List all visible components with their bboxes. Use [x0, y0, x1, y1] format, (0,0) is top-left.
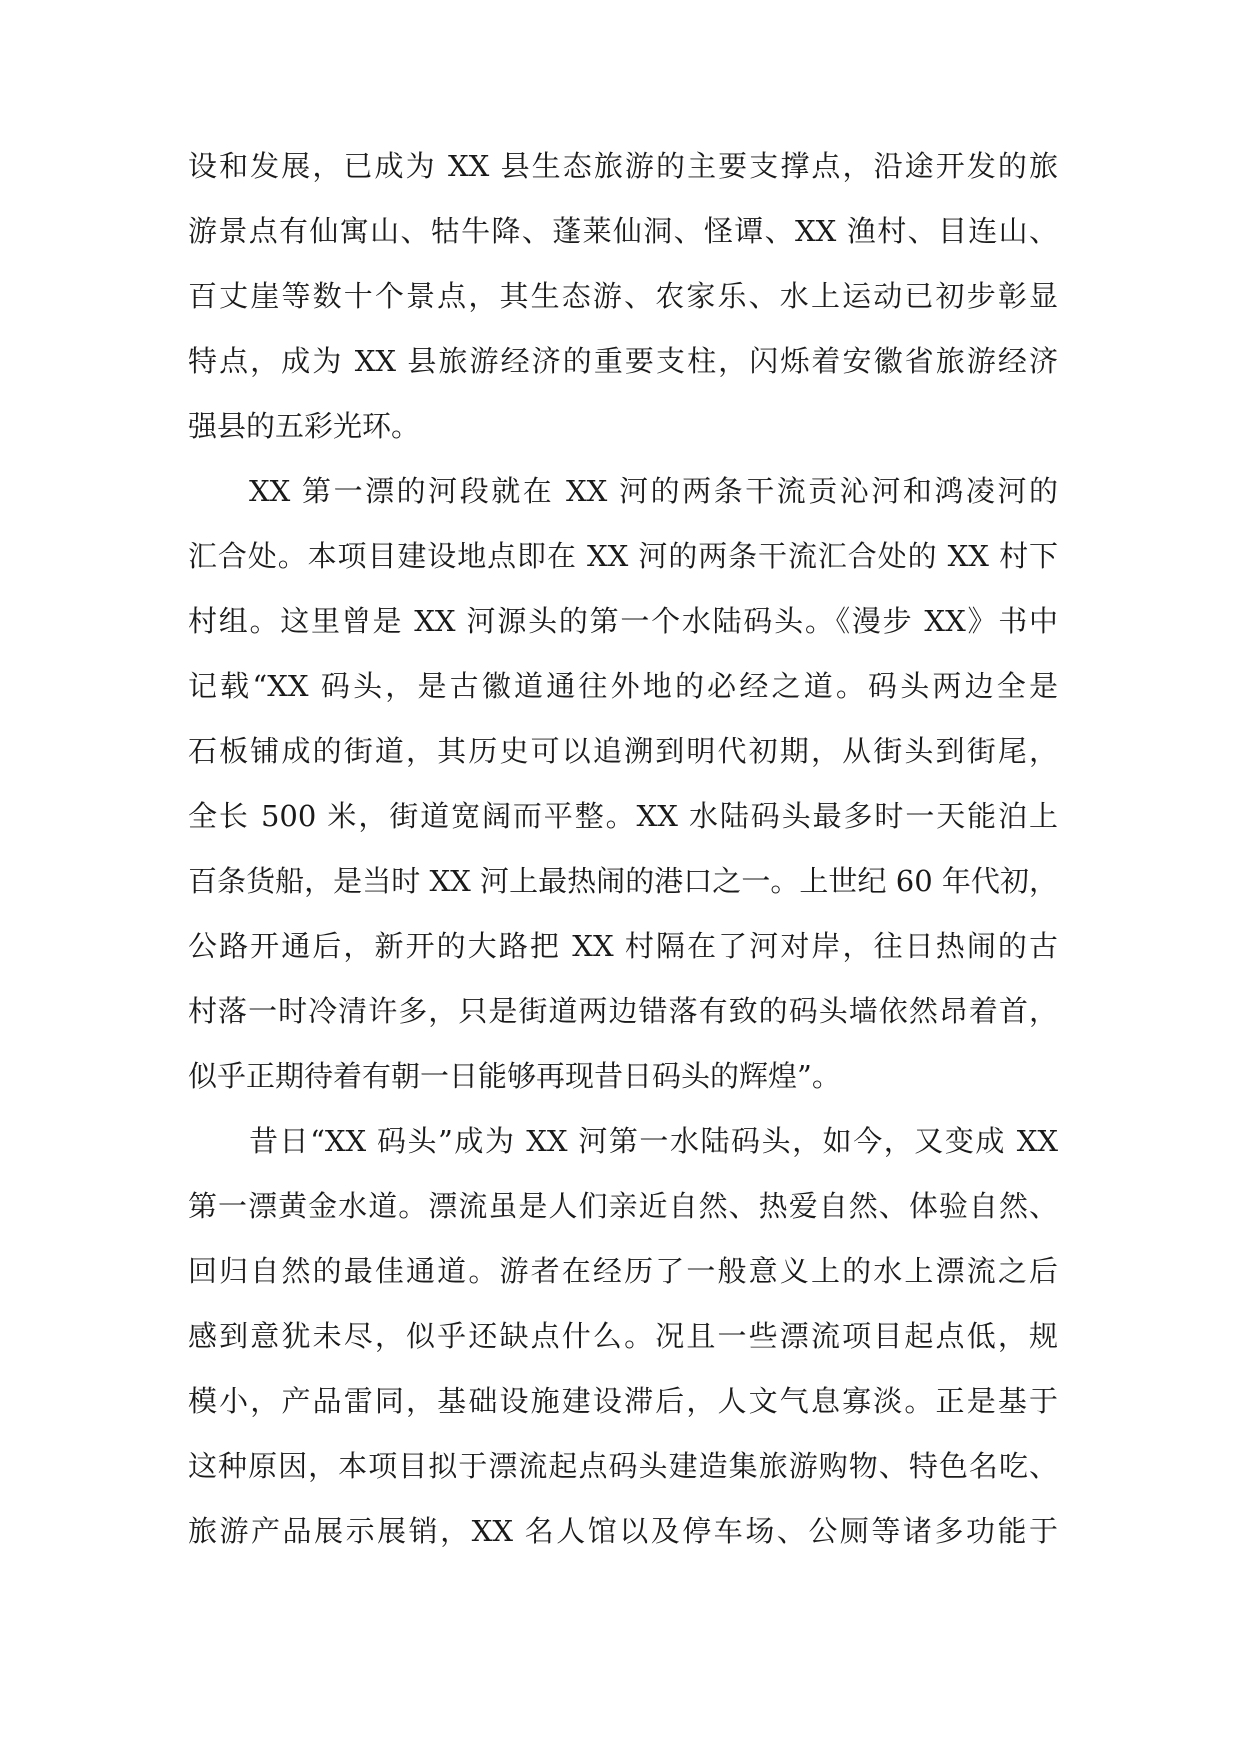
- text-line: 汇合处。本项目建设地点即在 XX 河的两条干流汇合处的 XX 村下: [188, 539, 1058, 573]
- text-line: 记载“XX 码头，是古徽道通往外地的必经之道。码头两边全是: [188, 669, 1058, 703]
- text-line: 感到意犹未尽，似乎还缺点什么。况且一些漂流项目起点低，规: [188, 1319, 1058, 1353]
- text-line: 似乎正期待着有朝一日能够再现昔日码头的辉煌”。: [188, 1059, 841, 1093]
- text-line: 村组。这里曾是 XX 河源头的第一个水陆码头。《漫步 XX》书中: [188, 604, 1058, 638]
- text-line: 第一漂黄金水道。漂流虽是人们亲近自然、热爱自然、体验自然、: [188, 1189, 1058, 1223]
- text-line: XX 第一漂的河段就在 XX 河的两条干流贡沁河和鸿凌河的: [249, 474, 1058, 508]
- text-line: 昔日“XX 码头”成为 XX 河第一水陆码头，如今，又变成 XX: [249, 1124, 1058, 1158]
- text-line: 旅游产品展示展销，XX 名人馆以及停车场、公厕等诸多功能于: [188, 1514, 1058, 1548]
- text-line: 全长 500 米，街道宽阔而平整。XX 水陆码头最多时一天能泊上: [188, 799, 1058, 833]
- text-line: 石板铺成的街道，其历史可以追溯到明代初期，从街头到街尾，: [188, 734, 1058, 768]
- text-line: 百丈崖等数十个景点，其生态游、农家乐、水上运动已初步彰显: [188, 279, 1058, 313]
- text-line: 这种原因，本项目拟于漂流起点码头建造集旅游购物、特色名吃、: [188, 1449, 1058, 1483]
- text-line: 公路开通后，新开的大路把 XX 村隔在了河对岸，往日热闹的古: [188, 929, 1058, 963]
- text-line: 百条货船，是当时 XX 河上最热闹的港口之一。上世纪 60 年代初，: [188, 864, 1058, 898]
- text-line: 游景点有仙寓山、牯牛降、蓬莱仙洞、怪谭、XX 渔村、目连山、: [188, 214, 1058, 248]
- text-line: 特点，成为 XX 县旅游经济的重要支柱，闪烁着安徽省旅游经济: [188, 344, 1058, 378]
- text-line: 强县的五彩光环。: [188, 409, 421, 443]
- text-line: 设和发展，已成为 XX 县生态旅游的主要支撑点，沿途开发的旅: [188, 149, 1058, 183]
- text-line: 村落一时冷清许多，只是街道两边错落有致的码头墙依然昂着首，: [188, 994, 1058, 1028]
- text-line: 回归自然的最佳通道。游者在经历了一般意义上的水上漂流之后: [188, 1254, 1058, 1288]
- text-line: 模小，产品雷同，基础设施建设滞后，人文气息寡淡。正是基于: [188, 1384, 1058, 1418]
